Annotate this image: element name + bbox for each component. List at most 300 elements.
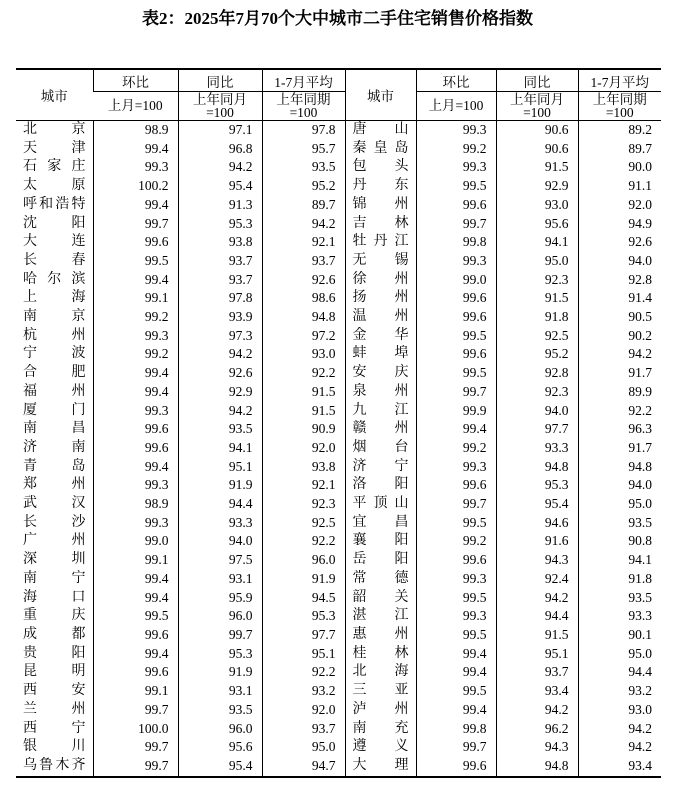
table-row [16,196,661,215]
table-row [16,645,661,664]
yoy-cell-right: 91.8 [496,308,578,327]
mom-cell-left: 99.7 [93,701,178,720]
city-cell-left: 武 汉 [23,496,86,512]
avg-cell-right: 94.4 [578,663,661,682]
avg-cell-right: 91.7 [578,439,661,458]
city-cell-right: 洛 阳 [345,476,416,495]
header-avg-base-line1: 上年同期 [592,91,647,107]
table-row [16,738,661,757]
avg-cell-left: 95.0 [262,738,345,757]
avg-cell-right: 94.9 [578,215,661,234]
city-cell-left: 重 庆 [23,608,86,624]
city-cell-left: 成 都 [23,626,86,642]
avg-cell-left: 89.7 [262,196,345,215]
header-mom-right: 环比 [416,69,496,92]
city-cell-right: 北 海 [345,663,416,682]
city-cell-right: 惠 州 [345,626,416,645]
table-row [16,720,661,739]
table-row [16,364,661,383]
city-cell-left: 天 津 [23,140,86,156]
city-cell-right: 常 德 [345,570,416,589]
avg-cell-left: 94.7 [262,757,345,777]
yoy-cell-left: 96.8 [178,140,262,159]
avg-cell-right: 94.2 [578,345,661,364]
mom-cell-left: 99.0 [93,532,178,551]
mom-cell-left: 99.7 [93,215,178,234]
avg-cell-right: 94.0 [578,476,661,495]
avg-cell-right: 91.4 [578,289,661,308]
mom-cell-right: 99.2 [416,140,496,159]
avg-cell-right: 95.0 [578,645,661,664]
city-cell-right: 宜 昌 [345,514,416,533]
city-cell-left: 乌 鲁 木 齐 [23,757,86,773]
table-row [16,532,661,551]
city-cell-right: 唐 山 [345,121,416,140]
page-title: 表2：2025年7月70个大中城市二手住宅销售价格指数 [142,9,533,28]
avg-cell-right: 90.8 [578,532,661,551]
city-cell-left: 济 南 [23,439,86,455]
city-cell-right: 温 州 [345,308,416,327]
avg-cell-left: 98.6 [262,289,345,308]
yoy-cell-left: 93.9 [178,308,262,327]
mom-cell-right: 99.5 [416,626,496,645]
avg-cell-right: 93.3 [578,607,661,626]
avg-cell-right: 89.7 [578,140,661,159]
avg-cell-left: 94.8 [262,308,345,327]
avg-cell-left: 97.7 [262,626,345,645]
avg-cell-left: 95.2 [262,177,345,196]
mom-cell-left: 99.4 [93,364,178,383]
mom-cell-right: 99.8 [416,233,496,252]
header-avg-right: 1-7月平均 [578,69,661,92]
city-cell-left: 上 海 [23,290,86,306]
mom-cell-left: 99.4 [93,589,178,608]
yoy-cell-left: 97.5 [178,551,262,570]
city-cell-right: 平 顶 山 [345,495,416,514]
table-header [16,69,661,121]
mom-cell-right: 99.3 [416,158,496,177]
yoy-cell-left: 95.3 [178,645,262,664]
avg-cell-right: 94.1 [578,551,661,570]
table-row [16,439,661,458]
yoy-cell-right: 94.3 [496,551,578,570]
avg-cell-right: 93.5 [578,514,661,533]
city-cell-left: 太 原 [23,178,86,194]
mom-cell-right: 99.5 [416,589,496,608]
city-cell-right: 无 锡 [345,252,416,271]
city-cell-right: 南 充 [345,720,416,739]
mom-cell-right: 99.5 [416,177,496,196]
table-row [16,476,661,495]
mom-cell-right: 99.7 [416,383,496,402]
yoy-cell-right: 95.2 [496,345,578,364]
mom-cell-left: 100.2 [93,177,178,196]
mom-cell-left: 99.3 [93,402,178,421]
avg-cell-right: 90.2 [578,327,661,346]
city-cell-left: 沈 阳 [23,215,86,231]
table-row [16,289,661,308]
mom-cell-right: 99.2 [416,439,496,458]
avg-cell-left: 90.9 [262,420,345,439]
avg-cell-right: 91.1 [578,177,661,196]
mom-cell-left: 99.4 [93,645,178,664]
table-body [16,121,661,777]
avg-cell-left: 91.5 [262,402,345,421]
table-row [16,233,661,252]
header-yoy-base-line1: 上年同月 [193,91,247,107]
yoy-cell-left: 97.8 [178,289,262,308]
table-row [16,589,661,608]
table-row [16,140,661,159]
avg-cell-right: 92.6 [578,233,661,252]
header-avg-base-line2: =100 [289,105,318,120]
city-cell-left: 南 京 [23,309,86,325]
yoy-cell-right: 96.2 [496,720,578,739]
yoy-cell-left: 94.2 [178,158,262,177]
mom-cell-right: 99.6 [416,757,496,777]
mom-cell-right: 99.6 [416,289,496,308]
mom-cell-left: 99.3 [93,327,178,346]
avg-cell-right: 93.4 [578,757,661,777]
yoy-cell-right: 92.9 [496,177,578,196]
table-row [16,551,661,570]
mom-cell-left: 99.4 [93,383,178,402]
avg-cell-left: 91.9 [262,570,345,589]
table-row [16,177,661,196]
avg-cell-left: 92.0 [262,439,345,458]
yoy-cell-right: 90.6 [496,140,578,159]
mom-cell-left: 99.1 [93,682,178,701]
avg-cell-left: 95.3 [262,607,345,626]
table-row [16,271,661,290]
yoy-cell-right: 92.8 [496,364,578,383]
yoy-cell-right: 94.8 [496,757,578,777]
avg-cell-right: 91.7 [578,364,661,383]
mom-cell-left: 100.0 [93,720,178,739]
mom-cell-right: 99.6 [416,476,496,495]
yoy-cell-right: 94.8 [496,458,578,477]
mom-cell-left: 99.6 [93,439,178,458]
city-cell-right: 秦 皇 岛 [345,140,416,159]
yoy-cell-right: 94.1 [496,233,578,252]
city-cell-left: 广 州 [23,533,86,549]
table-row [16,458,661,477]
mom-cell-left: 99.2 [93,308,178,327]
mom-cell-left: 99.3 [93,158,178,177]
mom-cell-left: 99.6 [93,663,178,682]
mom-cell-left: 99.6 [93,233,178,252]
avg-cell-left: 93.0 [262,345,345,364]
city-cell-right: 安 庆 [345,364,416,383]
avg-cell-left: 95.1 [262,645,345,664]
city-cell-right: 桂 林 [345,645,416,664]
yoy-cell-right: 94.6 [496,514,578,533]
city-cell-left: 大 连 [23,234,86,250]
header-mom-base-right: 上月=100 [416,92,496,121]
yoy-cell-right: 94.4 [496,607,578,626]
avg-cell-left: 96.0 [262,551,345,570]
mom-cell-left: 99.3 [93,514,178,533]
yoy-cell-right: 97.7 [496,420,578,439]
mom-cell-right: 99.4 [416,420,496,439]
city-cell-left: 银 川 [23,739,86,755]
avg-cell-right: 90.0 [578,158,661,177]
table-row [16,570,661,589]
yoy-cell-left: 95.4 [178,757,262,777]
city-cell-left: 海 口 [23,589,86,605]
yoy-cell-right: 91.5 [496,626,578,645]
mom-cell-right: 99.4 [416,663,496,682]
yoy-cell-right: 95.3 [496,476,578,495]
yoy-cell-left: 95.4 [178,177,262,196]
header-avg-left: 1-7月平均 [262,69,345,92]
avg-cell-left: 92.6 [262,271,345,290]
avg-cell-left: 97.2 [262,327,345,346]
yoy-cell-left: 94.1 [178,439,262,458]
yoy-cell-left: 93.7 [178,271,262,290]
mom-cell-right: 99.3 [416,121,496,140]
table-row [16,607,661,626]
yoy-cell-right: 92.4 [496,570,578,589]
header-yoy-base-line2: =100 [523,105,551,120]
city-cell-right: 济 宁 [345,458,416,477]
avg-cell-left: 92.2 [262,364,345,383]
avg-cell-left: 95.7 [262,140,345,159]
table-row [16,682,661,701]
yoy-cell-right: 94.0 [496,402,578,421]
yoy-cell-left: 94.2 [178,345,262,364]
yoy-cell-left: 99.7 [178,626,262,645]
avg-cell-left: 92.1 [262,233,345,252]
mom-cell-right: 99.9 [416,402,496,421]
avg-cell-right: 95.0 [578,495,661,514]
city-cell-left: 兰 州 [23,701,86,717]
header-yoy-base-left [178,92,262,121]
yoy-cell-right: 92.3 [496,271,578,290]
mom-cell-left: 99.4 [93,196,178,215]
city-cell-right: 蚌 埠 [345,345,416,364]
avg-cell-left: 92.1 [262,476,345,495]
city-cell-left: 呼 和 浩 特 [23,196,86,212]
city-cell-left: 福 州 [23,383,86,399]
city-cell-right: 泸 州 [345,701,416,720]
city-cell-left: 贵 阳 [23,645,86,661]
avg-cell-right: 94.2 [578,738,661,757]
avg-cell-right: 94.2 [578,720,661,739]
table-row [16,158,661,177]
yoy-cell-right: 93.4 [496,682,578,701]
city-cell-left: 西 安 [23,683,86,699]
yoy-cell-right: 95.6 [496,215,578,234]
mom-cell-left: 99.3 [93,476,178,495]
yoy-cell-right: 95.1 [496,645,578,664]
header-mom-base-left: 上月=100 [93,92,178,121]
table-row [16,626,661,645]
city-cell-right: 金 华 [345,327,416,346]
yoy-cell-left: 97.3 [178,327,262,346]
table-row [16,420,661,439]
city-cell-right: 包 头 [345,158,416,177]
mom-cell-right: 99.7 [416,738,496,757]
avg-cell-right: 93.0 [578,701,661,720]
city-cell-left: 青 岛 [23,458,86,474]
yoy-cell-right: 92.3 [496,383,578,402]
city-cell-right: 牡 丹 江 [345,233,416,252]
mom-cell-left: 99.6 [93,626,178,645]
yoy-cell-right: 91.5 [496,289,578,308]
yoy-cell-right: 94.2 [496,589,578,608]
city-cell-left: 石 家 庄 [23,159,86,175]
mom-cell-right: 99.5 [416,682,496,701]
mom-cell-right: 99.3 [416,252,496,271]
avg-cell-left: 97.8 [262,121,345,140]
mom-cell-left: 99.7 [93,738,178,757]
yoy-cell-right: 91.5 [496,158,578,177]
yoy-cell-left: 93.5 [178,420,262,439]
mom-cell-left: 99.5 [93,607,178,626]
mom-cell-right: 99.6 [416,308,496,327]
table-row [16,757,661,777]
price-index-table [16,68,661,778]
avg-cell-left: 93.5 [262,158,345,177]
avg-cell-left: 93.8 [262,458,345,477]
mom-cell-left: 99.7 [93,757,178,777]
mom-cell-left: 99.5 [93,252,178,271]
mom-cell-left: 99.4 [93,458,178,477]
yoy-cell-right: 92.5 [496,327,578,346]
avg-cell-right: 96.3 [578,420,661,439]
table-row [16,383,661,402]
city-cell-right: 遵 义 [345,738,416,757]
yoy-cell-left: 95.9 [178,589,262,608]
mom-cell-right: 99.7 [416,215,496,234]
yoy-cell-left: 96.0 [178,720,262,739]
yoy-cell-left: 92.6 [178,364,262,383]
avg-cell-right: 93.2 [578,682,661,701]
mom-cell-right: 99.3 [416,458,496,477]
mom-cell-left: 99.4 [93,140,178,159]
city-cell-right: 大 理 [345,757,416,777]
avg-cell-left: 92.2 [262,663,345,682]
table-row [16,215,661,234]
city-cell-left: 西 宁 [23,720,86,736]
avg-cell-left: 93.7 [262,720,345,739]
city-cell-right: 徐 州 [345,271,416,290]
mom-cell-left: 99.1 [93,289,178,308]
city-cell-left: 北 京 [23,122,86,137]
avg-cell-right: 92.8 [578,271,661,290]
city-cell-left: 哈 尔 滨 [23,271,86,287]
yoy-cell-left: 91.3 [178,196,262,215]
mom-cell-left: 99.6 [93,420,178,439]
table-row [16,327,661,346]
yoy-cell-left: 95.6 [178,738,262,757]
header-avg-base-line1: 上年同期 [276,91,331,107]
header-avg-base-right [578,92,661,121]
city-cell-right: 襄 阳 [345,532,416,551]
avg-cell-left: 92.3 [262,495,345,514]
table-row [16,701,661,720]
yoy-cell-left: 94.2 [178,402,262,421]
city-cell-right: 九 江 [345,402,416,421]
mom-cell-right: 99.5 [416,514,496,533]
mom-cell-right: 99.4 [416,645,496,664]
mom-cell-right: 99.5 [416,327,496,346]
avg-cell-left: 92.5 [262,514,345,533]
city-cell-right: 湛 江 [345,607,416,626]
header-yoy-base-line1: 上年同月 [510,91,564,107]
avg-cell-right: 90.1 [578,626,661,645]
mom-cell-left: 99.4 [93,271,178,290]
table-row [16,514,661,533]
table-row [16,345,661,364]
city-cell-left: 合 肥 [23,365,86,381]
avg-cell-right: 91.8 [578,570,661,589]
city-cell-left: 深 圳 [23,552,86,568]
avg-cell-right: 89.2 [578,121,661,140]
city-cell-left: 长 沙 [23,514,86,530]
city-cell-left: 南 昌 [23,421,86,437]
avg-cell-right: 90.5 [578,308,661,327]
yoy-cell-left: 93.7 [178,252,262,271]
city-cell-right: 丹 东 [345,177,416,196]
yoy-cell-right: 95.0 [496,252,578,271]
yoy-cell-left: 97.1 [178,121,262,140]
table-row [16,663,661,682]
header-city-left: 城市 [16,69,93,121]
mom-cell-left: 99.4 [93,570,178,589]
yoy-cell-right: 93.3 [496,439,578,458]
avg-cell-left: 92.2 [262,532,345,551]
yoy-cell-left: 93.1 [178,570,262,589]
avg-cell-right: 94.0 [578,252,661,271]
mom-cell-left: 99.1 [93,551,178,570]
city-cell-right: 吉 林 [345,215,416,234]
yoy-cell-left: 94.0 [178,532,262,551]
header-yoy-left: 同比 [178,69,262,92]
avg-cell-left: 94.5 [262,589,345,608]
mom-cell-right: 99.2 [416,532,496,551]
city-cell-left: 长 春 [23,252,86,268]
mom-cell-right: 99.6 [416,345,496,364]
header-yoy-base-right [496,92,578,121]
yoy-cell-left: 95.1 [178,458,262,477]
avg-cell-right: 92.0 [578,196,661,215]
yoy-cell-left: 93.1 [178,682,262,701]
avg-cell-right: 89.9 [578,383,661,402]
avg-cell-right: 94.8 [578,458,661,477]
avg-cell-right: 92.2 [578,402,661,421]
city-cell-right: 赣 州 [345,420,416,439]
mom-cell-right: 99.0 [416,271,496,290]
table-row [16,252,661,271]
header-avg-base-left [262,92,345,121]
city-cell-right: 韶 关 [345,589,416,608]
mom-cell-right: 99.3 [416,607,496,626]
city-cell-right: 三 亚 [345,682,416,701]
mom-cell-right: 99.3 [416,570,496,589]
city-cell-left: 郑 州 [23,477,86,493]
city-cell-left: 杭 州 [23,327,86,343]
city-cell-left: 昆 明 [23,664,86,680]
header-city-right: 城市 [345,69,416,121]
mom-cell-right: 99.8 [416,720,496,739]
avg-cell-right: 93.5 [578,589,661,608]
city-cell-left: 南 宁 [23,570,86,586]
avg-cell-left: 92.0 [262,701,345,720]
yoy-cell-right: 90.6 [496,121,578,140]
yoy-cell-right: 94.3 [496,738,578,757]
